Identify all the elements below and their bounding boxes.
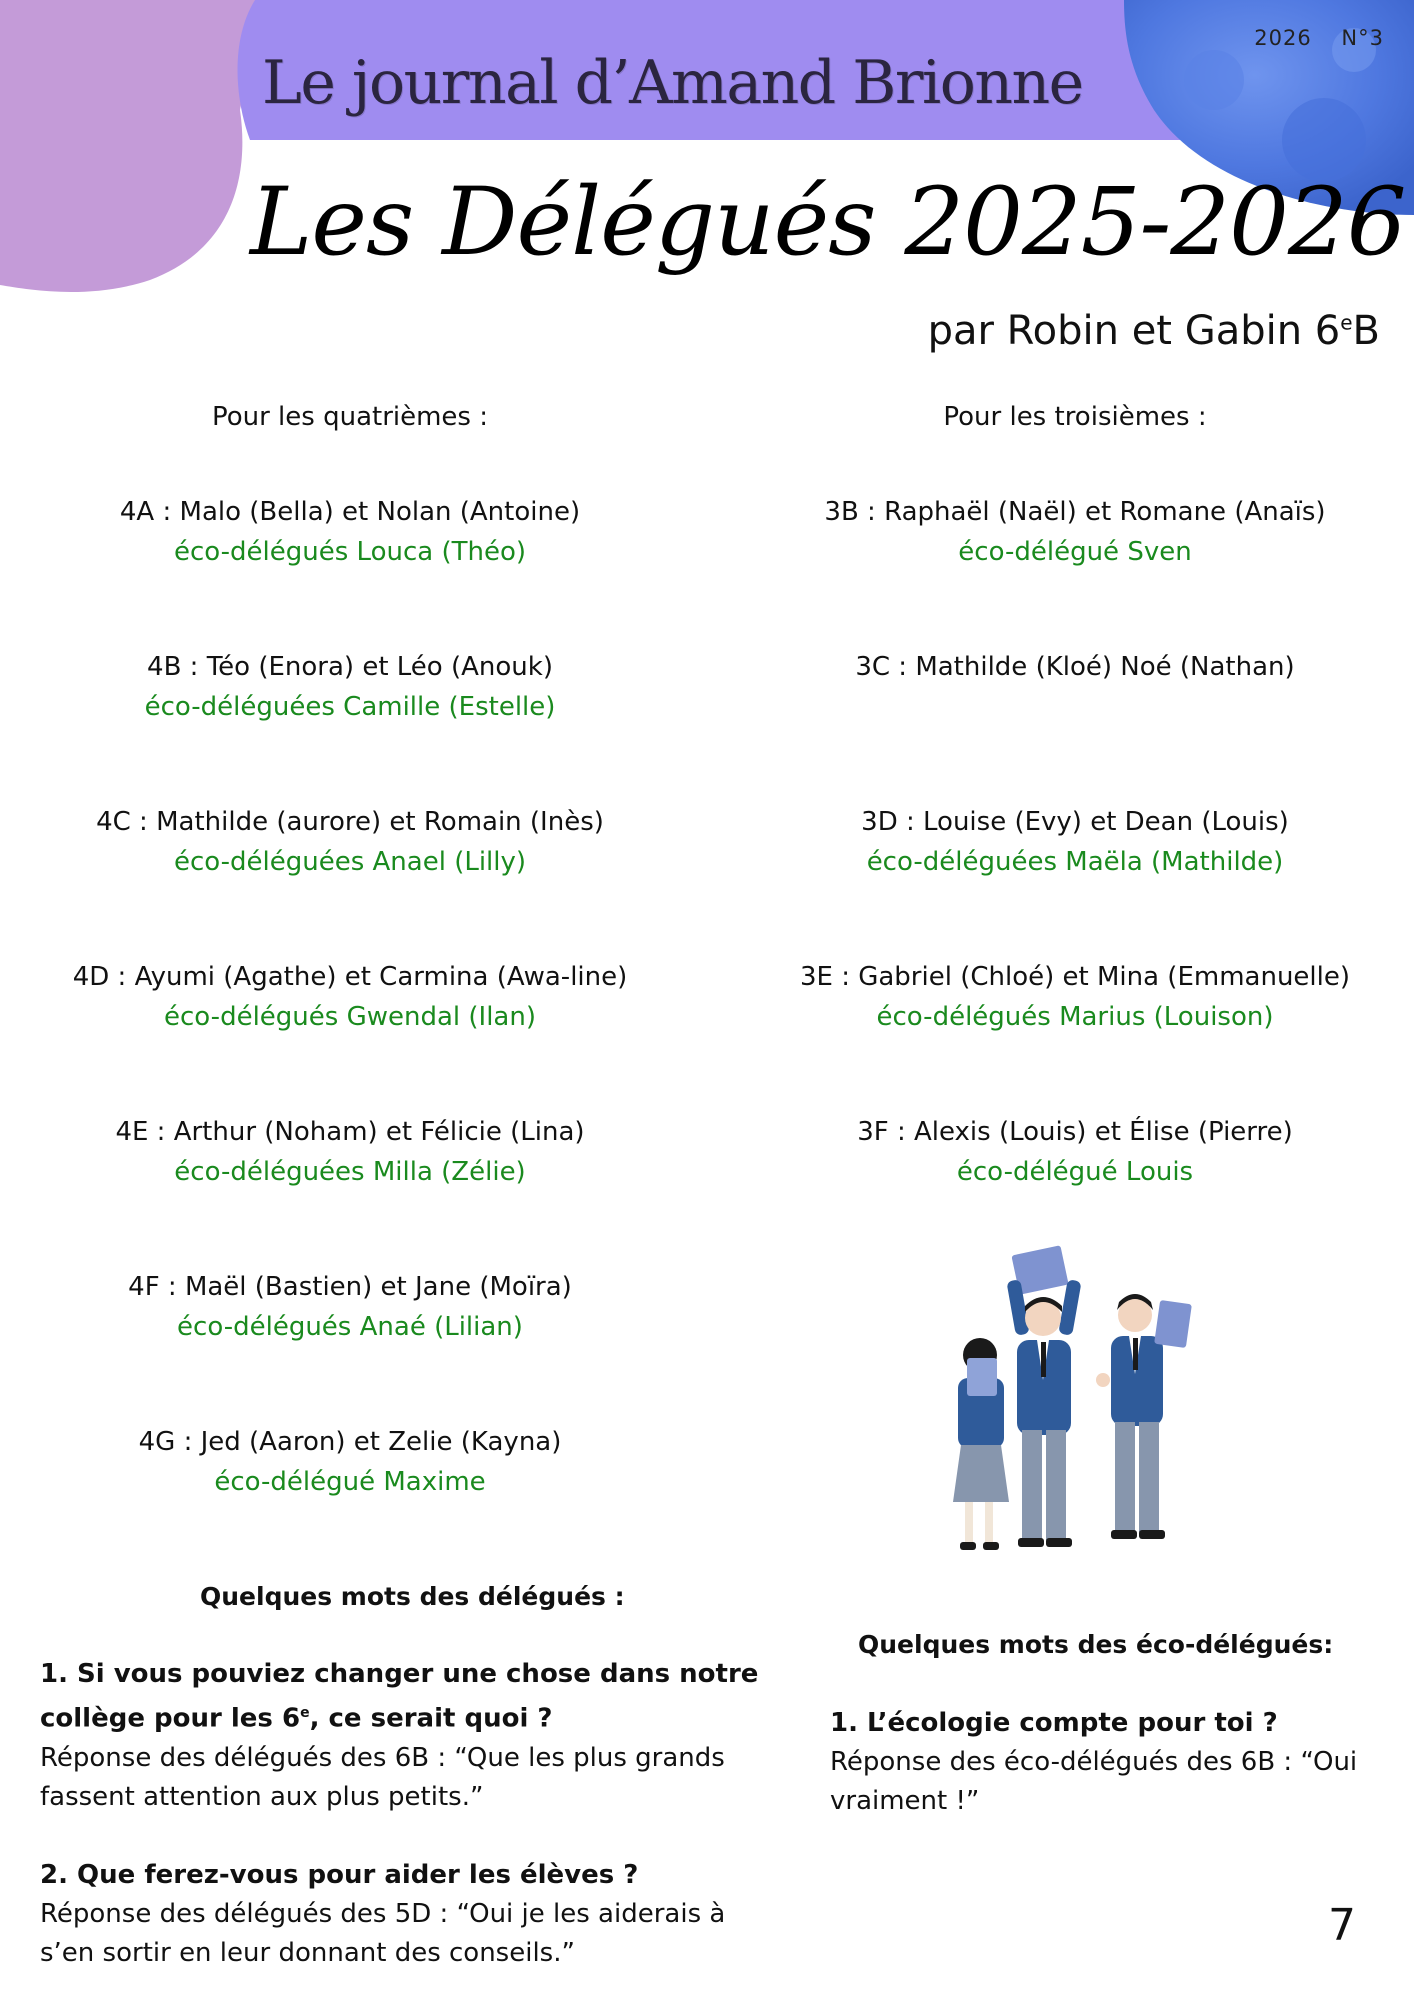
delegates-question-1: 1. Si vous pouviez changer une chose dans notre collège pour les 6: [40, 1659, 759, 1734]
students-illustration: [925, 1240, 1225, 1580]
issue-year: 2026: [1254, 26, 1312, 50]
delegates-question-1-end: , ce serait quoi ?: [309, 1703, 553, 1734]
class-block: [30, 492, 670, 647]
eco-answer-1: Réponse des éco-délégués des 6B : “Oui vraiment !”: [830, 1747, 1358, 1816]
class-delegates: 3E : Gabriel (Chloé) et Mina (Emmanuelle): [799, 962, 1351, 992]
troisiemes-column: [755, 402, 1395, 1267]
eco-question-1: 1. L’écologie compte pour toi ?: [830, 1708, 1278, 1738]
class-block: [755, 957, 1395, 1112]
delegates-words-title: Quelques mots des délégués :: [200, 1582, 625, 1611]
class-block: [755, 647, 1395, 802]
class-eco-delegates: éco-déléguées Anael (Lilly): [173, 847, 527, 877]
class-delegates: 3B : Raphaël (Naël) et Romane (Anaïs): [824, 497, 1326, 527]
boy-figure-middle: [1006, 1245, 1081, 1547]
class-block: [30, 1112, 670, 1267]
class-delegates: 4A : Malo (Bella) et Nolan (Antoine): [119, 497, 581, 527]
byline: [928, 308, 1380, 354]
class-block: [30, 647, 670, 802]
class-eco-delegates: éco-délégué Louis: [956, 1157, 1194, 1187]
class-eco-delegates: éco-délégués Louca (Théo): [173, 537, 527, 567]
class-delegates: 3D : Louise (Evy) et Dean (Louis): [861, 807, 1289, 837]
class-delegates: 4F : Maël (Bastien) et Jane (Moïra): [128, 1272, 572, 1302]
class-delegates: 3F : Alexis (Louis) et Élise (Pierre): [857, 1117, 1293, 1147]
class-eco-delegates: éco-déléguées Milla (Zélie): [174, 1157, 526, 1187]
page-number: 7: [1328, 1900, 1356, 1951]
delegates-answer-2: Réponse des délégués des 5D : “Oui je les aiderais à s’en sortir en leur donnant des conseils.”: [40, 1898, 726, 1968]
class-delegates: 4C : Mathilde (aurore) et Romain (Inès): [96, 807, 604, 837]
troisiemes-header: Pour les troisièmes :: [943, 402, 1207, 432]
boy-figure-right: [1096, 1294, 1192, 1539]
byline-end: B: [1352, 308, 1380, 354]
class-eco-delegates: éco-déléguées Camille (Estelle): [144, 692, 556, 722]
class-eco-delegates: éco-délégués Anaé (Lilian): [177, 1312, 523, 1342]
class-delegates: 4B : Téo (Enora) et Léo (Anouk): [147, 652, 553, 682]
class-eco-delegates: éco-délégués Gwendal (Ilan): [164, 1002, 536, 1032]
delegates-question-2: 2. Que ferez-vous pour aider les élèves ?: [40, 1859, 639, 1890]
class-eco-delegates: éco-délégués Marius (Louison): [876, 1002, 1274, 1032]
class-block: [755, 492, 1395, 647]
byline-text: par Robin et Gabin 6: [927, 308, 1341, 354]
delegates-qa: [40, 1655, 780, 2012]
class-delegates: 4D : Ayumi (Agathe) et Carmina (Awa-line): [72, 962, 628, 992]
issue-number: N°3: [1341, 26, 1384, 50]
quatriemes-column: [30, 402, 670, 1577]
class-block: [755, 802, 1395, 957]
byline-sup: e: [1340, 310, 1353, 335]
girl-figure: [953, 1338, 1009, 1550]
eco-words-title: Quelques mots des éco-délégués:: [858, 1630, 1334, 1659]
class-eco-delegates: éco-déléguées Maëla (Mathilde): [866, 847, 1284, 877]
delegates-answer-1: Réponse des délégués des 6B : “Que les plus grands fassent attention aux plus petits.”: [40, 1742, 725, 1812]
page-title: Les Délégués 2025-2026: [250, 168, 1406, 277]
class-block: [30, 1267, 670, 1422]
class-block: [30, 802, 670, 957]
delegates-question-1-sup: e: [300, 1705, 310, 1721]
class-eco-delegates: éco-délégué Maxime: [214, 1467, 486, 1497]
journal-title: Le journal d’Amand Brionne: [262, 48, 1083, 118]
issue-info: [1254, 26, 1384, 50]
class-delegates: 4G : Jed (Aaron) et Zelie (Kayna): [138, 1427, 562, 1457]
class-block: [30, 1422, 670, 1577]
quatriemes-header: Pour les quatrièmes :: [211, 402, 489, 432]
class-delegates: 4E : Arthur (Noham) et Félicie (Lina): [115, 1117, 585, 1147]
class-delegates: 3C : Mathilde (Kloé) Noé (Nathan): [855, 652, 1295, 682]
class-eco-delegates: éco-délégué Sven: [958, 537, 1192, 567]
eco-qa: [830, 1704, 1360, 1860]
class-block: [30, 957, 670, 1112]
